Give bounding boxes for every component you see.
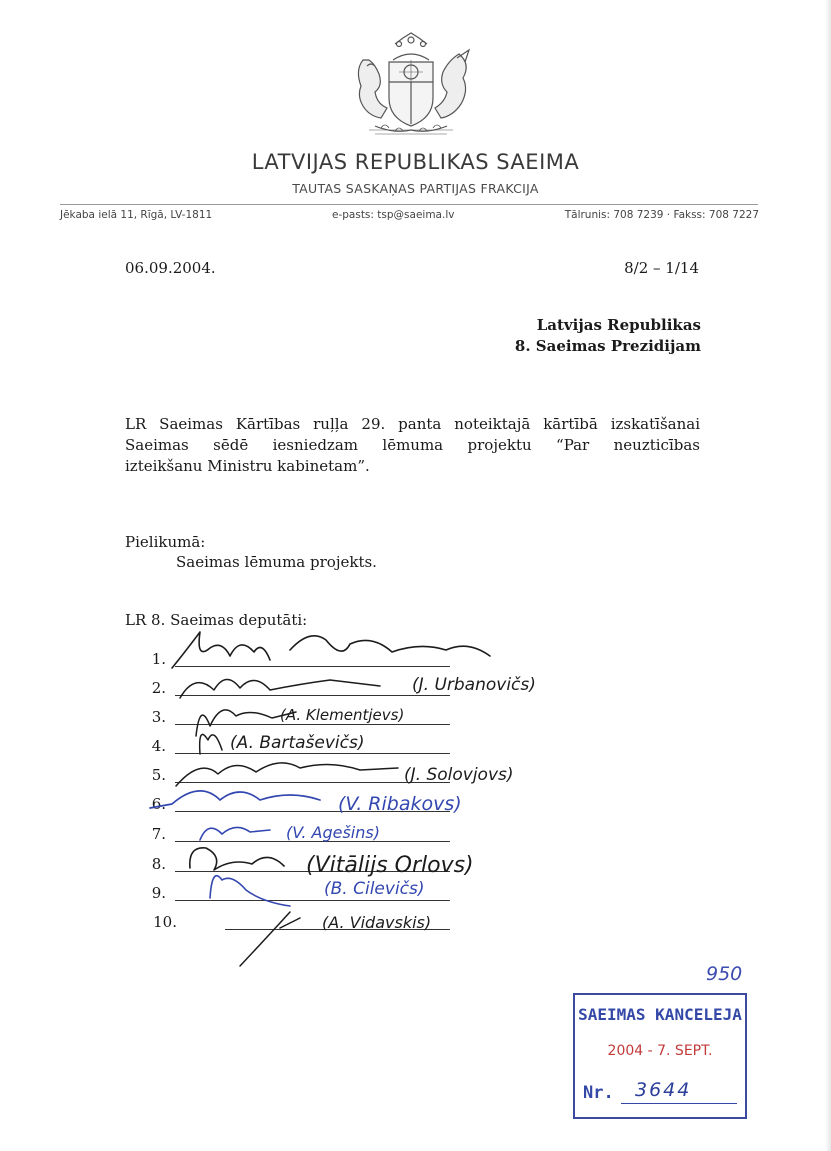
signature-7-scribble xyxy=(200,827,270,840)
stamp-nr-value: 3644 xyxy=(635,1079,692,1101)
recipient-line-2: 8. Saeimas Prezidijam xyxy=(514,337,701,355)
signature-number: 10. xyxy=(153,913,177,931)
body-line-3: izteikšanu Ministru kabinetam”. xyxy=(125,457,370,475)
signature-name: (V. Ribakovs) xyxy=(338,793,462,815)
body-line-2: Saeimas sēdē iesniedzam lēmuma projektu “Par neuzticības xyxy=(125,436,700,454)
signature-6-scribble xyxy=(150,791,320,808)
signature-number: 3. xyxy=(151,708,166,726)
body-line-1: LR Saeimas Kārtības ruļļa 29. panta noteiktajā kārtībā izskatīšanai xyxy=(125,415,700,433)
faction-name: TAUTAS SASKAŅAS PARTIJAS FRAKCIJA xyxy=(292,181,539,196)
signature-number: 6. xyxy=(151,795,166,813)
stamp-title: SAEIMAS KANCELEJA xyxy=(578,1005,742,1024)
signature-name: (J. Solovjovs) xyxy=(404,765,514,785)
handwritten-note: 950 xyxy=(706,963,743,985)
phone-fax: Tālrunis: 708 7239 · Fakss: 708 7227 xyxy=(564,209,759,221)
email: e-pasts: tsp@saeima.lv xyxy=(332,209,455,221)
signature-name: (B. Cilevičs) xyxy=(324,879,425,899)
stamp-nr-line xyxy=(621,1103,737,1104)
signature-2-scribble xyxy=(180,679,380,698)
signature-number: 8. xyxy=(151,855,166,873)
signature-name: (V. Agešins) xyxy=(286,823,380,842)
address: Jēkaba ielā 11, Rīgā, LV-1811 xyxy=(60,209,213,221)
signature-9-scribble xyxy=(210,876,290,906)
registration-stamp xyxy=(573,993,747,1119)
signature-1-scribble xyxy=(172,632,490,668)
recipient-line-1: Latvijas Republikas xyxy=(536,316,701,334)
signature-name: (Vitālijs Orlovs) xyxy=(306,853,474,878)
signature-number: 4. xyxy=(151,737,166,755)
signature-name: (J. Urbanovičs) xyxy=(412,675,536,695)
signature-name: (A. Vidavskis) xyxy=(322,913,432,932)
signature-4-scribble xyxy=(200,734,222,754)
signature-8-scribble xyxy=(190,848,284,870)
signature-number: 2. xyxy=(151,679,166,697)
signature-number: 5. xyxy=(151,766,166,784)
signature-name: (A. Bartaševičs) xyxy=(230,733,365,753)
deputies-label: LR 8. Saeimas deputāti: xyxy=(125,611,308,629)
stamp-date: 2004 - 7. SEPT. xyxy=(607,1043,713,1059)
signature-5-scribble xyxy=(176,763,398,786)
signature-number: 7. xyxy=(151,825,166,843)
stamp-nr-label: Nr. xyxy=(583,1083,614,1103)
signature-number: 9. xyxy=(151,884,166,902)
signature-10-scribble xyxy=(240,912,300,966)
attachment-label: Pielikumā: xyxy=(125,533,206,551)
organization-name: LATVIJAS REPUBLIKAS SAEIMA xyxy=(251,150,580,174)
letter-reference: 8/2 – 1/14 xyxy=(624,259,699,277)
signature-number: 1. xyxy=(151,650,166,668)
signature-name: (A. Klementjevs) xyxy=(280,706,405,724)
attachment-item: Saeimas lēmuma projekts. xyxy=(176,553,377,571)
letter-date: 06.09.2004. xyxy=(125,259,216,277)
